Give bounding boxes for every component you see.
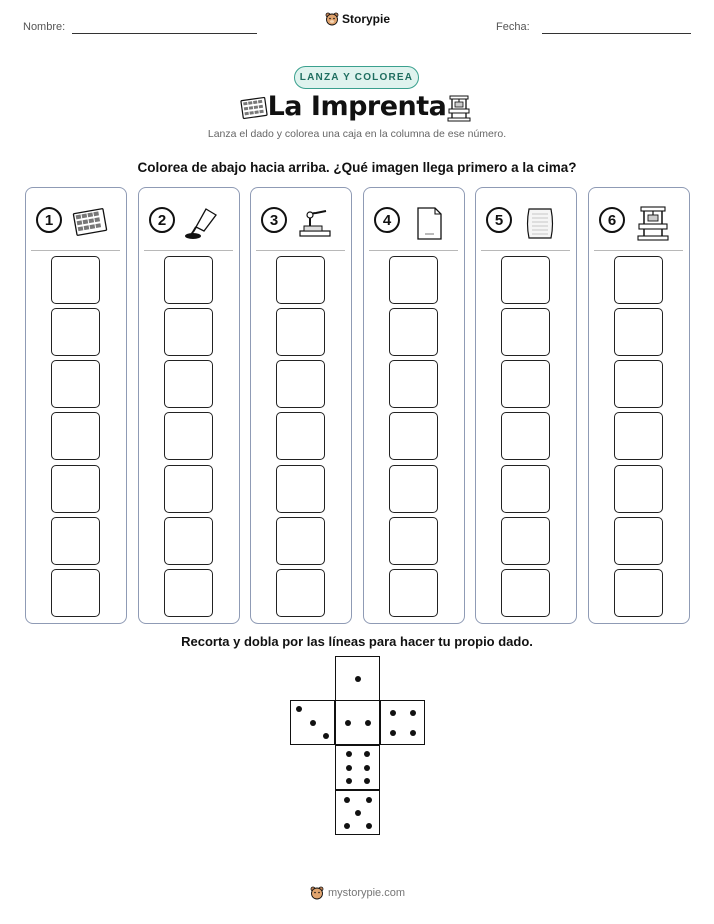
column-header — [261, 205, 341, 241]
cut-instruction: Recorta y dobla por las líneas para hacer tu propio dado. — [181, 634, 533, 649]
date-line[interactable] — [542, 33, 691, 34]
color-box[interactable] — [164, 256, 213, 304]
color-box[interactable] — [501, 412, 550, 460]
color-box[interactable] — [614, 256, 663, 304]
color-box[interactable] — [614, 517, 663, 565]
color-box[interactable] — [164, 412, 213, 460]
color-box[interactable] — [501, 308, 550, 356]
subtitle: Lanza el dado y colorea una caja en la columna de ese número. — [207, 128, 507, 140]
dice-pip — [364, 765, 370, 771]
dice-pip — [344, 797, 350, 803]
dice-pip — [390, 710, 396, 716]
printing-press-icon — [633, 205, 673, 241]
column-divider — [144, 250, 233, 251]
color-box[interactable] — [276, 256, 325, 304]
color-box[interactable] — [164, 360, 213, 408]
race-column-4 — [363, 187, 465, 624]
color-box[interactable] — [614, 308, 663, 356]
dice-pip — [390, 730, 396, 736]
color-box[interactable] — [501, 569, 550, 617]
color-box[interactable] — [501, 465, 550, 513]
bear-icon — [310, 886, 324, 900]
color-box[interactable] — [276, 360, 325, 408]
dice-pip — [365, 720, 371, 726]
dice-pip — [410, 730, 416, 736]
color-box[interactable] — [51, 517, 100, 565]
dice-pip — [346, 765, 352, 771]
color-box[interactable] — [389, 517, 438, 565]
dice-face-5 — [335, 790, 380, 835]
dice-face-3 — [290, 700, 335, 745]
color-box[interactable] — [276, 517, 325, 565]
printing-press-icon — [444, 93, 474, 123]
dice-pip — [355, 676, 361, 682]
dice-pip — [410, 710, 416, 716]
column-header — [486, 205, 566, 241]
color-box[interactable] — [389, 308, 438, 356]
activity-badge: LANZA Y COLOREA — [294, 66, 419, 89]
color-box[interactable] — [614, 465, 663, 513]
dice-pip — [346, 751, 352, 757]
column-number: 2 — [149, 207, 175, 233]
color-box[interactable] — [389, 569, 438, 617]
column-divider — [256, 250, 345, 251]
dice-pip — [344, 823, 350, 829]
bear-icon — [325, 12, 339, 26]
dice-face-1 — [335, 656, 380, 701]
dice-pip — [345, 720, 351, 726]
race-column-6 — [588, 187, 690, 624]
brand-logo — [325, 12, 390, 26]
dice-face-4 — [380, 700, 425, 745]
column-number: 5 — [486, 207, 512, 233]
ink-tube-icon — [183, 205, 223, 241]
date-label: Fecha: — [496, 21, 530, 33]
name-label: Nombre: — [23, 21, 66, 33]
color-box[interactable] — [164, 569, 213, 617]
color-box[interactable] — [51, 569, 100, 617]
dice-pip — [366, 797, 372, 803]
color-box[interactable] — [51, 360, 100, 408]
dice-pip — [296, 706, 302, 712]
color-box[interactable] — [51, 256, 100, 304]
color-box[interactable] — [501, 360, 550, 408]
brand-name: Storypie — [342, 12, 391, 26]
color-box[interactable] — [614, 412, 663, 460]
embosser-icon — [295, 205, 335, 241]
dice-pip — [346, 778, 352, 784]
column-number: 4 — [374, 207, 400, 233]
race-column-1 — [25, 187, 127, 624]
footer-url[interactable]: mystorypie.com — [328, 887, 406, 899]
column-header — [36, 205, 116, 241]
dice-face-2 — [335, 700, 380, 745]
dice-pip — [366, 823, 372, 829]
column-divider — [369, 250, 458, 251]
color-box[interactable] — [389, 360, 438, 408]
color-box[interactable] — [51, 465, 100, 513]
column-number: 1 — [36, 207, 62, 233]
color-box[interactable] — [164, 465, 213, 513]
color-box[interactable] — [276, 412, 325, 460]
column-divider — [31, 250, 120, 251]
color-box[interactable] — [389, 412, 438, 460]
column-divider — [481, 250, 570, 251]
column-header — [149, 205, 229, 241]
dice-pip — [310, 720, 316, 726]
parchment-icon — [520, 205, 560, 241]
color-box[interactable] — [51, 412, 100, 460]
color-box[interactable] — [51, 308, 100, 356]
color-box[interactable] — [164, 308, 213, 356]
color-box[interactable] — [276, 308, 325, 356]
column-header — [599, 205, 679, 241]
color-box[interactable] — [276, 569, 325, 617]
name-line[interactable] — [72, 33, 257, 34]
color-box[interactable] — [501, 517, 550, 565]
race-column-3 — [250, 187, 352, 624]
column-number: 6 — [599, 207, 625, 233]
color-box[interactable] — [389, 256, 438, 304]
color-box[interactable] — [276, 465, 325, 513]
dice-pip — [323, 733, 329, 739]
dice-face-6 — [335, 745, 380, 790]
color-box[interactable] — [614, 360, 663, 408]
color-box[interactable] — [389, 465, 438, 513]
dice-pip — [364, 778, 370, 784]
dice-pip — [364, 751, 370, 757]
column-number: 3 — [261, 207, 287, 233]
footer — [310, 886, 405, 900]
column-header — [374, 205, 454, 241]
type-tray-icon — [70, 205, 110, 241]
race-column-5 — [475, 187, 577, 624]
dice-pip — [355, 810, 361, 816]
color-box[interactable] — [501, 256, 550, 304]
instruction-text: Colorea de abajo hacia arriba. ¿Qué imagen llega primero a la cima? — [137, 160, 577, 175]
race-column-2 — [138, 187, 240, 624]
color-box[interactable] — [164, 517, 213, 565]
color-box[interactable] — [614, 569, 663, 617]
paper-sheet-icon — [408, 205, 448, 241]
column-divider — [594, 250, 683, 251]
page-title: La Imprenta — [267, 91, 447, 122]
